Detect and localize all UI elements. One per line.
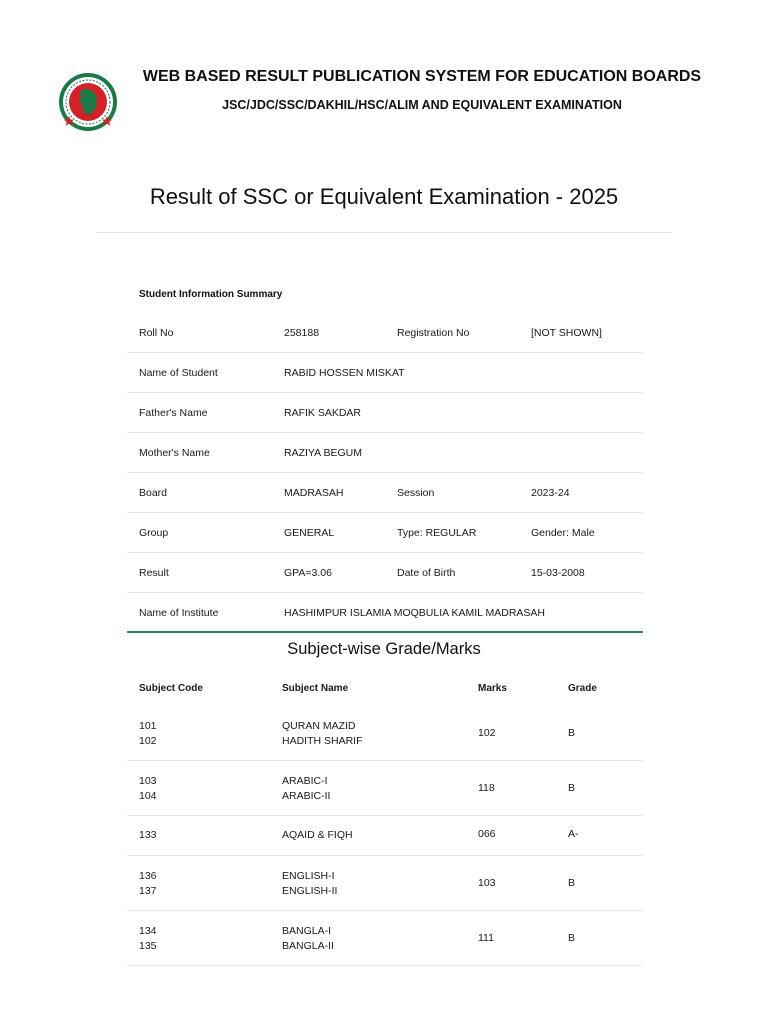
subject-grade: B — [568, 727, 576, 739]
institute-label: Name of Institute — [139, 607, 219, 619]
page-title: Result of SSC or Equivalent Examination - 2025 — [149, 184, 619, 209]
title-divider — [96, 232, 672, 233]
subject-code: 101 — [139, 720, 157, 732]
subject-name: QURAN MAZID — [282, 720, 356, 732]
subject-code: 102 — [139, 735, 157, 747]
subject-code: 137 — [139, 885, 157, 897]
student-info-table — [127, 313, 643, 633]
subject-names — [282, 774, 330, 804]
subject-codes — [139, 774, 157, 804]
info-row-result — [127, 553, 643, 593]
subject-marks: 118 — [478, 782, 495, 794]
subject-code: 104 — [139, 790, 157, 802]
info-row-institute — [127, 593, 643, 633]
gender-value: Gender: Male — [531, 527, 595, 539]
subject-name: ARABIC-II — [282, 790, 331, 802]
table-row — [127, 706, 643, 761]
subject-marks: 102 — [478, 727, 496, 739]
registration-value: [NOT SHOWN] — [531, 327, 602, 339]
subject-code: 135 — [139, 940, 157, 952]
subject-name: BANGLA-II — [282, 940, 334, 952]
registration-label: Registration No — [397, 327, 470, 339]
subject-name: AQAID & FIQH — [282, 829, 353, 841]
system-title: WEB BASED RESULT PUBLICATION SYSTEM FOR EDUCATION BOARDS — [142, 68, 702, 85]
subject-codes — [139, 924, 157, 954]
subject-names — [282, 828, 353, 843]
subject-grade: B — [568, 932, 576, 944]
subject-names — [282, 924, 334, 954]
roll-value: 258188 — [284, 327, 320, 339]
board-label: Board — [139, 487, 168, 499]
father-name-value: RAFIK SAKDAR — [284, 407, 362, 419]
result-value: GPA=3.06 — [284, 567, 332, 579]
institute-value: HASHIMPUR ISLAMIA MOQBULIA KAMIL MADRASAH — [284, 607, 546, 619]
subject-codes — [139, 828, 157, 843]
mother-name-label: Mother's Name — [139, 447, 210, 459]
subject-codes — [139, 869, 157, 899]
father-name-label: Father's Name — [139, 407, 208, 419]
subject-grades-table — [127, 672, 643, 966]
table-row — [127, 816, 643, 856]
header-subject-name: Subject Name — [282, 683, 349, 694]
info-row-mother — [127, 433, 643, 473]
info-row-board — [127, 473, 643, 513]
subject-code: 136 — [139, 870, 157, 882]
student-name-label: Name of Student — [139, 367, 218, 379]
subject-name: ARABIC-I — [282, 775, 328, 787]
header-marks: Marks — [478, 683, 507, 694]
info-row-father — [127, 393, 643, 433]
session-label: Session — [397, 487, 435, 499]
subject-grades-title: Subject-wise Grade/Marks — [287, 640, 481, 658]
subject-grade: B — [568, 877, 576, 889]
dob-label: Date of Birth — [397, 567, 456, 579]
info-row-roll — [127, 313, 643, 353]
subject-names — [282, 719, 363, 749]
subject-names — [282, 869, 337, 899]
subject-name: ENGLISH-I — [282, 870, 335, 882]
mother-name-value: RAZIYA BEGUM — [284, 447, 362, 459]
dob-value: 15-03-2008 — [531, 567, 585, 579]
student-name-value: RABID HOSSEN MISKAT — [284, 367, 405, 379]
header-subject-code: Subject Code — [139, 683, 203, 694]
table-row — [127, 911, 643, 966]
subject-name: BANGLA-I — [282, 925, 332, 937]
subject-grade: B — [568, 782, 576, 794]
type-value: Type: REGULAR — [397, 527, 477, 539]
subject-name: HADITH SHARIF — [282, 735, 363, 747]
subject-codes — [139, 719, 157, 749]
subject-marks: 111 — [478, 932, 494, 944]
student-info-heading: Student Information Summary — [139, 289, 283, 300]
subject-name: ENGLISH-II — [282, 885, 338, 897]
table-row — [127, 856, 643, 911]
subject-marks: 103 — [478, 877, 496, 889]
result-label: Result — [139, 567, 169, 579]
subject-code: 103 — [139, 775, 157, 787]
roll-label: Roll No — [139, 327, 174, 339]
system-subtitle: JSC/JDC/SSC/DAKHIL/HSC/ALIM AND EQUIVALENT EXAMINATION — [222, 98, 622, 112]
board-value: MADRASAH — [284, 487, 344, 499]
group-value: GENERAL — [284, 527, 335, 539]
group-label: Group — [139, 527, 169, 539]
subject-code: 133 — [139, 829, 157, 841]
subject-marks: 066 — [478, 828, 496, 840]
subject-code: 134 — [139, 925, 157, 937]
table-row — [127, 761, 643, 816]
session-value: 2023-24 — [531, 487, 570, 499]
subject-grade: A- — [568, 828, 579, 840]
table-header — [127, 672, 643, 706]
info-row-group — [127, 513, 643, 553]
header-grade: Grade — [568, 683, 597, 694]
info-row-name — [127, 353, 643, 393]
